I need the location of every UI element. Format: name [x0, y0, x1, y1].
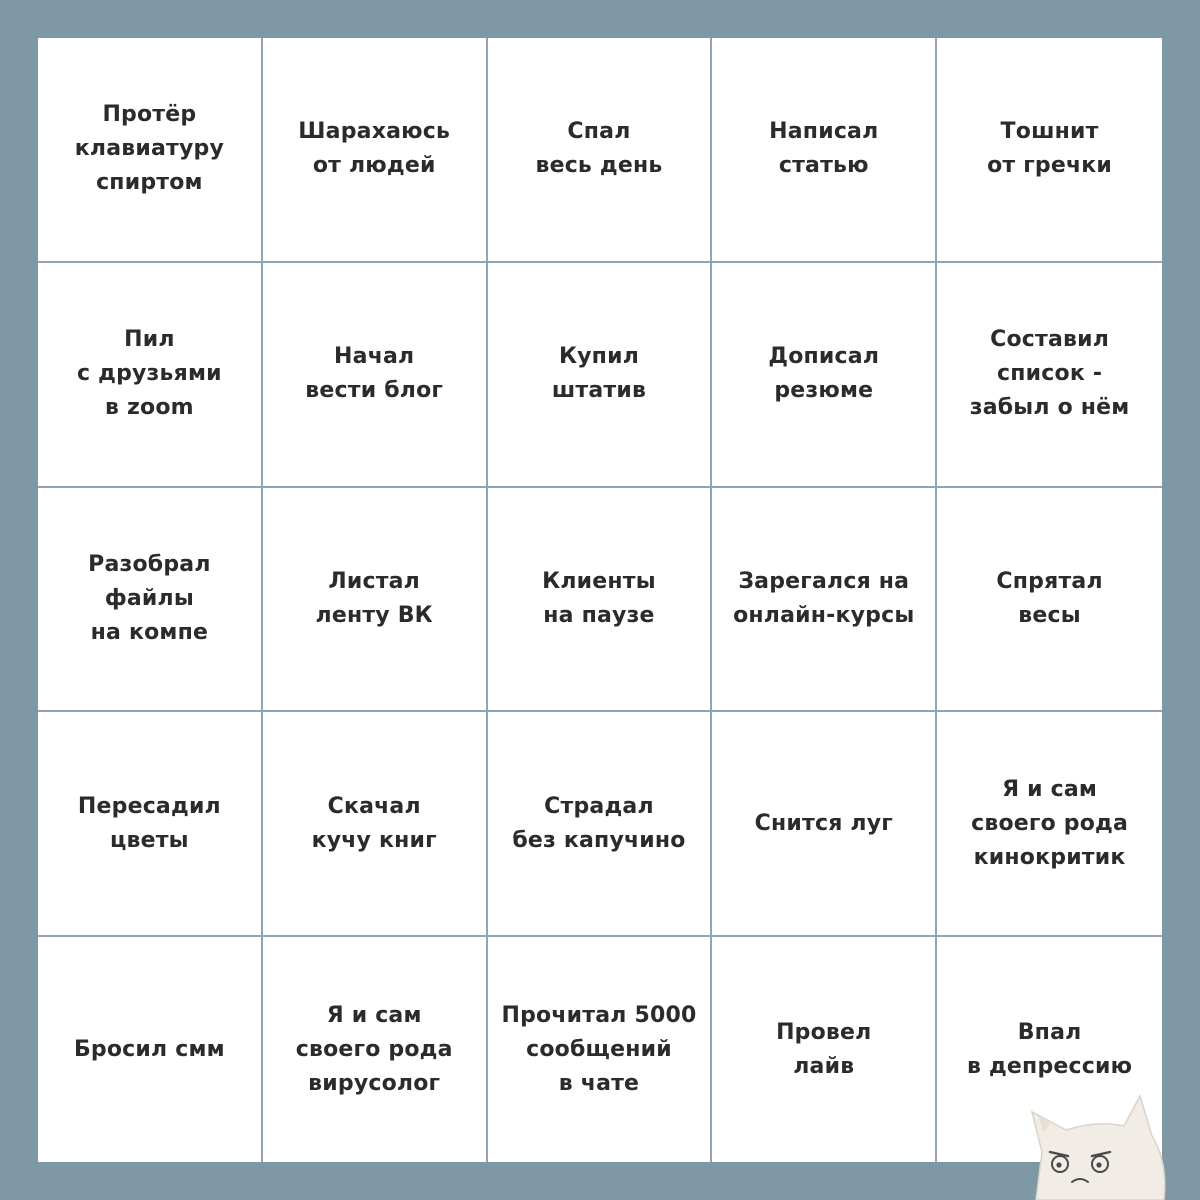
bingo-cell-text: Составил список - забыл о нём [969, 327, 1130, 421]
bingo-cell-text: Тошнит от гречки [987, 119, 1113, 179]
bingo-cell-text: Купил штатив [551, 344, 647, 404]
bingo-board [38, 38, 1162, 1162]
bingo-cell-text: Прочитал 5000 сообщений в чате [501, 1002, 697, 1096]
bingo-cell [488, 38, 713, 263]
bingo-cell [712, 712, 937, 937]
bingo-cell-text: Разобрал файлы на компе [88, 551, 211, 645]
bingo-cell [263, 937, 488, 1162]
bingo-cell-text: Начал вести блог [305, 344, 444, 404]
bingo-cell [263, 488, 488, 713]
bingo-cell-text: Пил с друзьями в zoom [77, 327, 222, 421]
bingo-cell [937, 38, 1162, 263]
bingo-cell [488, 488, 713, 713]
bingo-cell-text: Написал статью [769, 119, 879, 179]
bingo-cell [712, 937, 937, 1162]
bingo-cell-text: Зарегался на онлайн-курсы [733, 568, 915, 628]
bingo-cell [937, 712, 1162, 937]
bingo-cell-text: Спрятал весы [996, 568, 1103, 628]
bingo-cell [38, 38, 263, 263]
bingo-cell [263, 712, 488, 937]
bingo-cell [38, 937, 263, 1162]
bingo-cell-text: Я и сам своего рода вирусолог [295, 1002, 453, 1096]
bingo-cell [712, 488, 937, 713]
bingo-cell [488, 937, 713, 1162]
bingo-cell [263, 263, 488, 488]
bingo-cell [38, 263, 263, 488]
bingo-cell-text: Пересадил цветы [77, 793, 221, 853]
grumpy-cat-icon [1028, 1092, 1178, 1200]
bingo-cell-text: Клиенты на паузе [542, 568, 656, 628]
bingo-cell [937, 488, 1162, 713]
bingo-cell-text: Скачал кучу книг [311, 793, 437, 853]
bingo-cell [937, 263, 1162, 488]
bingo-cell-text: Снится луг [754, 810, 893, 836]
bingo-cell [263, 38, 488, 263]
bingo-cell-text: Листал ленту ВК [315, 568, 433, 628]
bingo-cell-text: Спал весь день [535, 119, 663, 179]
bingo-cell-text: Дописал резюме [768, 344, 880, 404]
bingo-cell-text: Страдал без капучино [512, 793, 686, 853]
bingo-cell [38, 488, 263, 713]
bingo-cell-text: Протёр клавиатуру спиртом [74, 102, 225, 196]
bingo-cell-text: Бросил смм [73, 1036, 225, 1062]
bingo-cell [38, 712, 263, 937]
bingo-cell [488, 712, 713, 937]
bingo-cell-text: Шарахаюсь от людей [298, 119, 451, 179]
bingo-cell [712, 263, 937, 488]
bingo-cell [712, 38, 937, 263]
bingo-cell-text: Я и сам своего рода кинокритик [971, 776, 1129, 870]
bingo-cell-text: Впал в депрессию [966, 1019, 1133, 1079]
bingo-cell-text: Провел лайв [776, 1019, 872, 1079]
bingo-cell [488, 263, 713, 488]
